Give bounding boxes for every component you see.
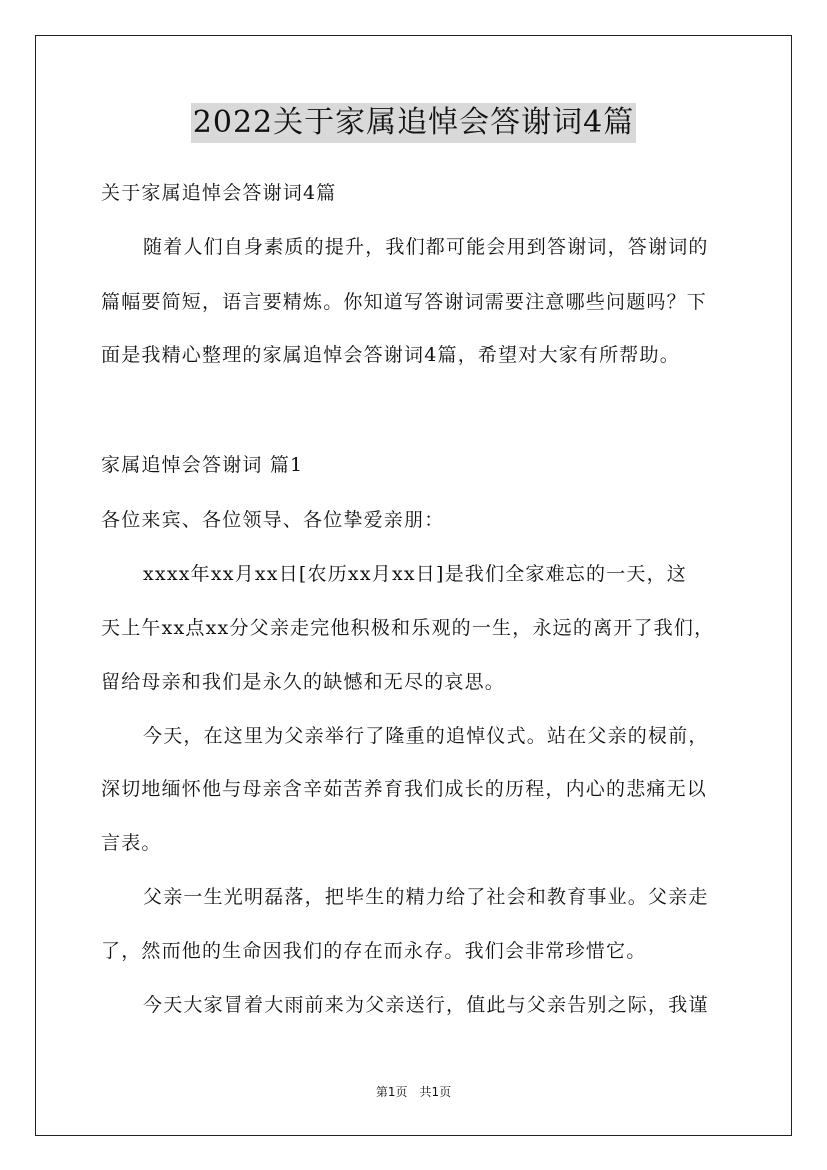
intro-line: 篇幅要简短，语言要精炼。你知道写答谢词需要注意哪些问题吗？下	[101, 291, 708, 313]
body-line: 父亲一生光明磊落，把毕生的精力给了社会和教育事业。父亲走	[143, 886, 709, 908]
subtitle: 关于家属追悼会答谢词4篇	[101, 182, 337, 204]
greeting: 各位来宾、各位领导、各位挚爱亲朋：	[101, 509, 445, 531]
body-line: 今天大家冒着大雨前来为父亲送行，值此与父亲告别之际，我谨	[143, 994, 709, 1016]
section-heading: 家属追悼会答谢词 篇1	[101, 454, 304, 476]
body-line: 天上午xx点xx分父亲走完他积极和乐观的一生，永远的离开了我们，	[101, 617, 715, 639]
document-title	[0, 103, 827, 143]
intro-line: 随着人们自身素质的提升，我们都可能会用到答谢词，答谢词的	[143, 236, 709, 258]
body-line: 深切地缅怀他与母亲含辛茹苦养育我们成长的历程，内心的悲痛无以	[101, 778, 708, 800]
page-number: 第1页 共1页	[375, 1085, 452, 1099]
body-line: 留给母亲和我们是永久的缺憾和无尽的哀思。	[101, 671, 506, 693]
title-text: 2022关于家属追悼会答谢词4篇	[191, 103, 636, 143]
body-line: 今天，在这里为父亲举行了隆重的追悼仪式。站在父亲的棂前，	[143, 725, 709, 747]
body-line: 了，然而他的生命因我们的存在而永存。我们会非常珍惜它。	[101, 940, 647, 962]
body-line: xxxx年xx月xx日[农历xx月xx日]是我们全家难忘的一天，这	[143, 563, 688, 585]
body-line: 言表。	[101, 832, 162, 854]
intro-line: 面是我精心整理的家属追悼会答谢词4篇，希望对大家有所帮助。	[101, 344, 680, 366]
